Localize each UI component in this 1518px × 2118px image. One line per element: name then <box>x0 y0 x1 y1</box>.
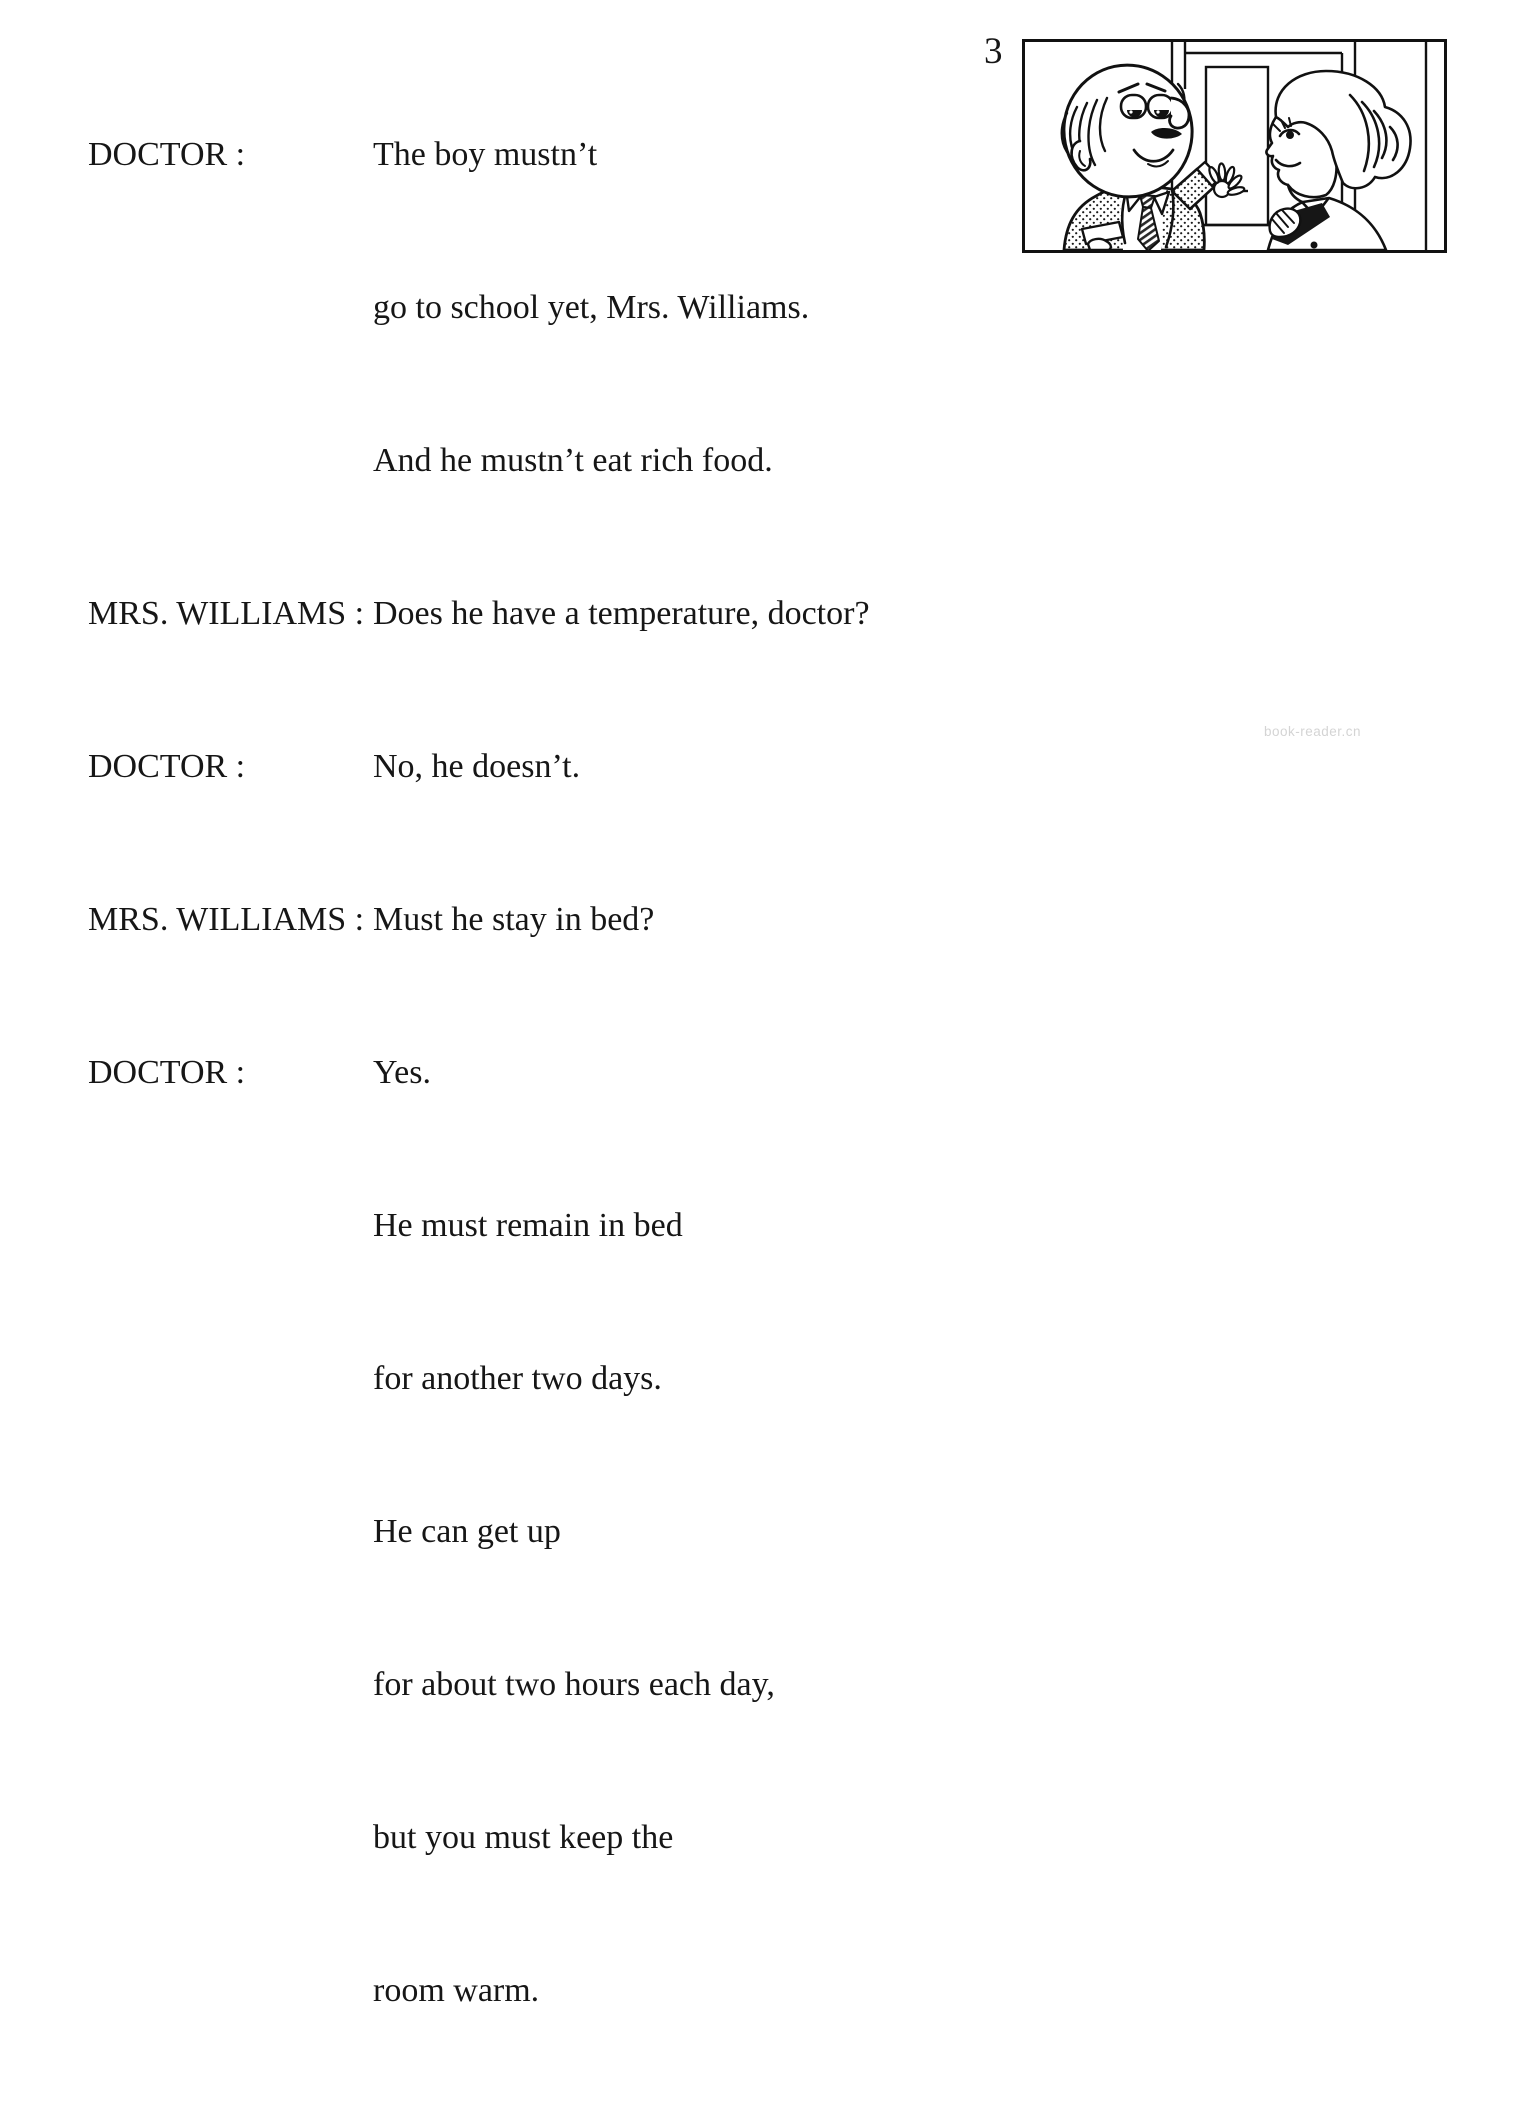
dialogue-row <box>88 741 870 792</box>
speaker-label: DOCTOR : <box>88 1054 246 1091</box>
speaker-label <box>88 1200 373 1251</box>
dialogue-row <box>88 1812 870 1863</box>
dialogue-row <box>88 1965 870 2016</box>
dialogue-line-text: Does he have a temperature, doctor? <box>373 595 870 632</box>
dialogue-line-text: He must remain in bed <box>373 1207 683 1244</box>
dialogue-row <box>88 1200 870 1251</box>
dialogue-row <box>88 1506 870 1557</box>
watermark: book-reader.cn <box>1264 724 1362 739</box>
speaker-label <box>88 1812 373 1863</box>
dialogue-block <box>88 27 870 2118</box>
speaker-label <box>88 1965 373 2016</box>
doctor-and-mrs-williams-cartoon <box>1022 39 1447 253</box>
dialogue-row <box>88 129 870 180</box>
dialogue-line-text: Must he stay in bed? <box>373 901 655 938</box>
dialogue-line-text: but you must keep the <box>373 1819 674 1856</box>
speaker-label: MRS. WILLIAMS : <box>88 901 365 938</box>
dialogue-line-text: Yes. <box>373 1054 431 1091</box>
speaker-label: DOCTOR : <box>88 748 246 785</box>
dialogue-line-text: room warm. <box>373 1972 540 2009</box>
dialogue-line-text: The boy mustn’t <box>373 136 598 173</box>
dialogue-row <box>88 1047 870 1098</box>
dialogue-row <box>88 282 870 333</box>
dialogue-illustration <box>1022 39 1447 253</box>
dialogue-line-text: And he mustn’t eat rich food. <box>373 442 773 479</box>
dialogue-row <box>88 435 870 486</box>
speaker-label <box>88 435 373 486</box>
dialogue-row <box>88 1659 870 1710</box>
dialogue-row <box>88 1353 870 1404</box>
speaker-label <box>88 282 373 333</box>
speaker-label: DOCTOR : <box>88 136 246 173</box>
dialogue-line-text: for another two days. <box>373 1360 662 1397</box>
figure-number: 3 <box>984 31 1003 72</box>
dialogue-line-text: for about two hours each day, <box>373 1666 775 1703</box>
dialogue-row <box>88 588 870 639</box>
speaker-label: MRS. WILLIAMS : <box>88 595 365 632</box>
dialogue-line-text: go to school yet, Mrs. Williams. <box>373 289 810 326</box>
dialogue-line-text: No, he doesn’t. <box>373 748 581 785</box>
speaker-label <box>88 1659 373 1710</box>
speaker-label <box>88 1506 373 1557</box>
speaker-label <box>88 1353 373 1404</box>
dialogue-line-text: He can get up <box>373 1513 561 1550</box>
dialogue-row <box>88 894 870 945</box>
